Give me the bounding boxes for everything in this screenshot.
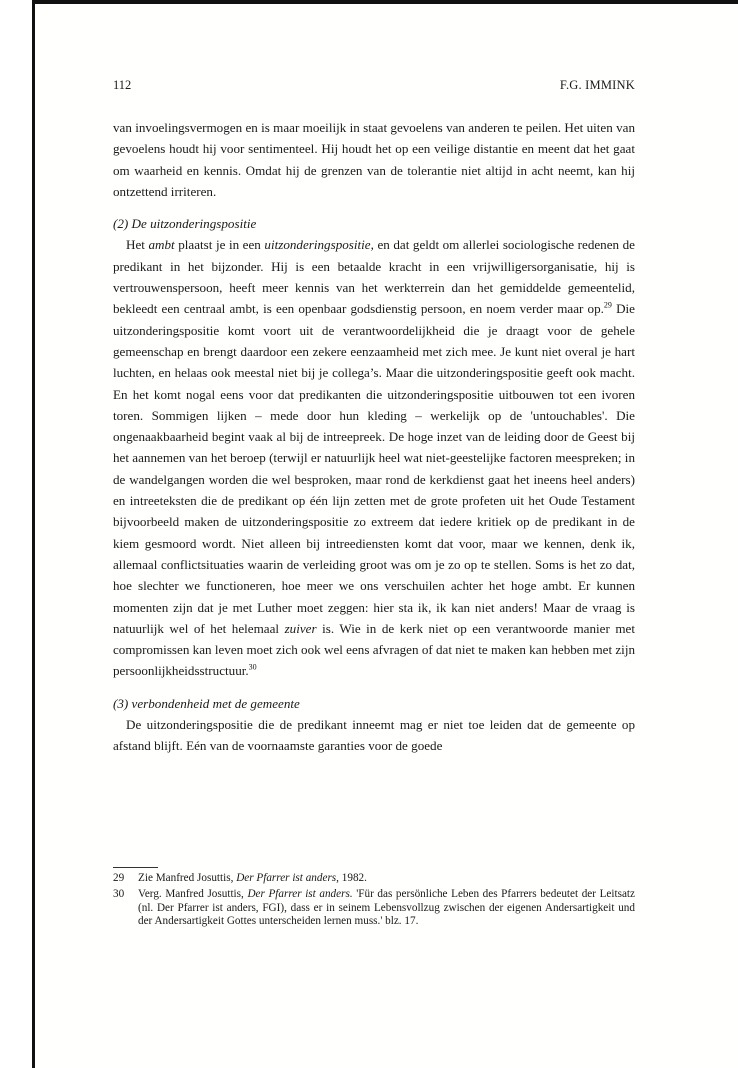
section-3-paragraph: De uitzonderingspositie die de predikant inneemt mag er niet toe leiden dat de gemeente op afstand blijft. Eén van de voornaamste garanties voor de goede: [113, 717, 635, 754]
footnotes: [113, 872, 635, 929]
footnote-29: [113, 872, 635, 886]
footnote-rule: [113, 867, 158, 868]
section-3-heading: (3) verbondenheid met de gemeente: [113, 695, 300, 711]
footnote-ref-29[interactable]: 29: [603, 301, 612, 311]
page-number: 112: [113, 78, 132, 92]
footnote-text: 1982.: [338, 872, 367, 884]
footnote-number: 30: [113, 887, 125, 900]
s2-emphasis-zuiver: zuiver: [284, 620, 317, 636]
footnote-number: 29: [113, 872, 125, 884]
footnote-text: 'Für das persönliche Leben des Pfarrers bedeutet der Leitsatz (nl. Der Pfarrer ist anders, FGI), dass er in seinem Lebensvollzug zwischen der eigenen Andersartigkeit und der Andersartigkeit Gottes unterscheiden lernen muss.' blz. 17.: [138, 887, 636, 928]
footnote-title: Der Pfarrer ist anders,: [236, 872, 339, 884]
footnote-text: Verg. Manfred Josuttis,: [138, 887, 248, 900]
s2-text-start: Het: [126, 237, 149, 253]
s2-text-end: is. Wie in de kerk niet op een verantwoorde manier met compromissen kan leven moet zich ook wel eens afvragen of dat niet te maken kan hebben met zijn persoonlijkheidsstructuur.: [113, 620, 635, 679]
section-2-paragraph: [113, 234, 635, 681]
s2-emphasis-uitzonderingspositie: uitzonderingspositie,: [264, 237, 374, 253]
footnote-30: [113, 888, 635, 929]
footnote-text: Zie Manfred Josuttis,: [138, 872, 237, 884]
s2-text-mid3: Die uitzonderingspositie komt voort uit de verantwoordelijkheid die je draagt voor de gehele gemeenschap en brengt daardoor een zekere eenzaamheid met zich mee. Je kunt niet overal je hart luchten, en helaas ook meestal niet bij je collega’s. Maar die uitzonderingspositie geeft ook macht. En het komt nogal eens voor dat predikanten die uitzonderingspositie uitbouwen tot een ivoren toren. Sommigen lijken – mede door hun kleding – werkelijk op de 'untouchables'. Die ongenaakbaarheid begint vaak al bij de intreepreek. De hoge inzet van de leiding door de Geest bij het aannemen van het beroep (terwijl er natuurlijk heel wat niet-geestelijke factoren meespreken; in de wandelgangen worden die wel besproken, maar rond de kerkdienst gaat het ineens heel anders) en intreeteksten die de predikant op één lijn zetten met de grote profeten uit het Oude Testament bijvoorbeeld maken de uitzonderingspositie zo extreem dat iedere kritiek op de predikant in de kiem gesmoord wordt. Niet alleen bij intreediensten komt dat voor, maar we kennen, denk ik, allemaal conflictsituaties waarin de verleiding groot was om je zo op te stellen. Soms is het zo dat, hoe slechter we functioneren, hoe meer we ons verschuilen achter het hoge ambt. Er kunnen momenten zijn dat je met Luther moet zeggen: hier sta ik, ik kan niet anders! Maar de vraag is natuurlijk wel of het helemaal: [113, 301, 635, 636]
footnote-title: Der Pfarrer ist anders.: [247, 887, 353, 900]
footnote-ref-30[interactable]: 30: [248, 663, 257, 673]
section-2-heading: (2) De uitzonderingspositie: [113, 216, 257, 232]
s2-text-mid2: en dat geldt om allerlei sociologische redenen de predikant in het bijzonder. Hij is een betaalde kracht in een vrijwilligersorganisatie, hij is vertrouwenspersoon, heeft meer kennis van het werkterrein dan het gemiddelde gemeentelid, bekleedt een centraal ambt, is een openbaar godsdienstig persoon, en noem verder maar op.: [113, 237, 635, 317]
s2-emphasis-ambt: ambt: [148, 237, 175, 253]
body-text: [113, 117, 635, 757]
s2-text-mid1: plaatst je in een: [174, 237, 265, 253]
running-head: F.G. IMMINK: [559, 78, 635, 92]
intro-paragraph: van invoelingsvermogen en is maar moeilijk in staat gevoelens van anderen te peilen. Het uiten van gevoelens houdt hij voor sentimenteel. Hij houdt het op een veilige distantie en meent dat het gaat om waarheid en kennis. Omdat hij de grenzen van de tolerantie niet altijd in acht neemt, kan hij ontzettend irriteren.: [113, 120, 635, 199]
page-header: [113, 78, 635, 94]
section-gap: [113, 682, 635, 693]
